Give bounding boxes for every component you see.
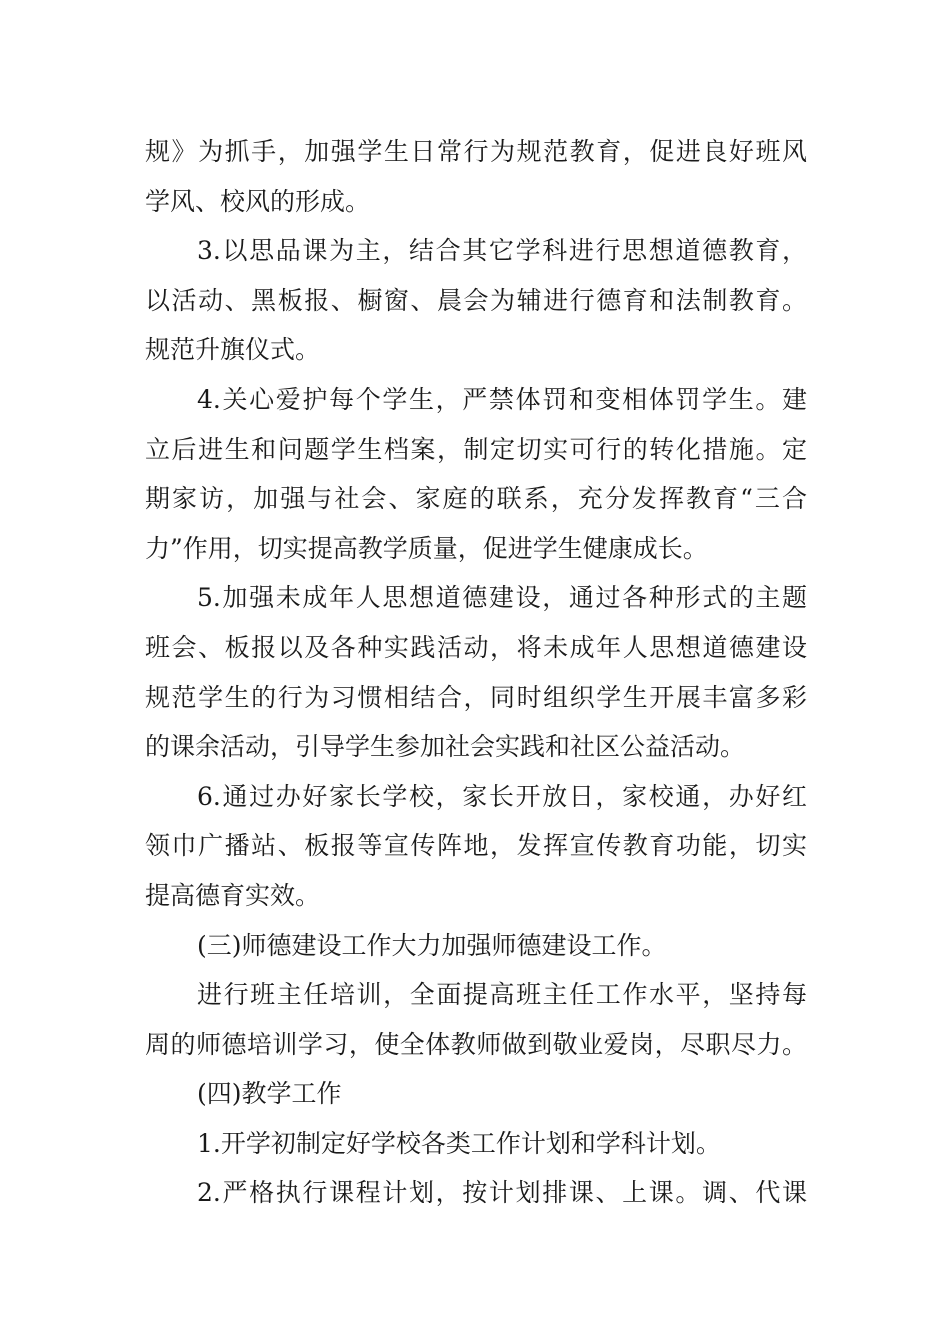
- text-line: 周的师德培训学习，使全体教师做到敬业爱岗，尽职尽力。: [145, 1029, 807, 1059]
- text-line: 进行班主任培训，全面提高班主任工作水平，坚持每: [197, 980, 807, 1010]
- section-heading: (三)师德建设工作大力加强师德建设工作。: [197, 930, 667, 960]
- text-line: 规范学生的行为习惯相结合，同时组织学生开展丰富多彩: [145, 682, 807, 712]
- text-line: 4.关心爱护每个学生，严禁体罚和变相体罚学生。建: [197, 384, 807, 414]
- text-line: 立后进生和问题学生档案，制定切实可行的转化措施。定: [145, 434, 807, 464]
- body-text: [145, 127, 807, 1218]
- text-line: 的课余活动，引导学生参加社会实践和社区公益活动。: [145, 732, 746, 762]
- text-line: 以活动、黑板报、橱窗、晨会为辅进行德育和法制教育。: [145, 285, 807, 315]
- text-line: 1.开学初制定好学校各类工作计划和学科计划。: [197, 1128, 721, 1158]
- text-line: 力”作用，切实提高教学质量，促进学生健康成长。: [145, 533, 708, 563]
- text-line: 3.以思品课为主，结合其它学科进行思想道德教育，: [197, 236, 807, 266]
- text-line: 规》为抓手，加强学生日常行为规范教育，促进良好班风: [145, 137, 807, 166]
- text-line: 学风、校风的形成。: [145, 186, 371, 216]
- section-heading: (四)教学工作: [197, 1079, 342, 1109]
- text-line: 5.加强未成年人思想道德建设，通过各种形式的主题: [197, 583, 807, 613]
- text-line: 2.严格执行课程计划，按计划排课、上课。调、代课: [197, 1178, 807, 1208]
- text-line: 班会、板报以及各种实践活动，将未成年人思想道德建设: [145, 632, 807, 662]
- text-line: 提高德育实效。: [145, 880, 321, 910]
- text-line: 规范升旗仪式。: [145, 335, 321, 365]
- text-line: 6.通过办好家长学校，家长开放日，家校通，办好红: [197, 781, 807, 811]
- text-line: 期家访，加强与社会、家庭的联系，充分发挥教育“三合: [145, 484, 807, 514]
- text-line: 领巾广播站、板报等宣传阵地，发挥宣传教育功能，切实: [145, 831, 807, 861]
